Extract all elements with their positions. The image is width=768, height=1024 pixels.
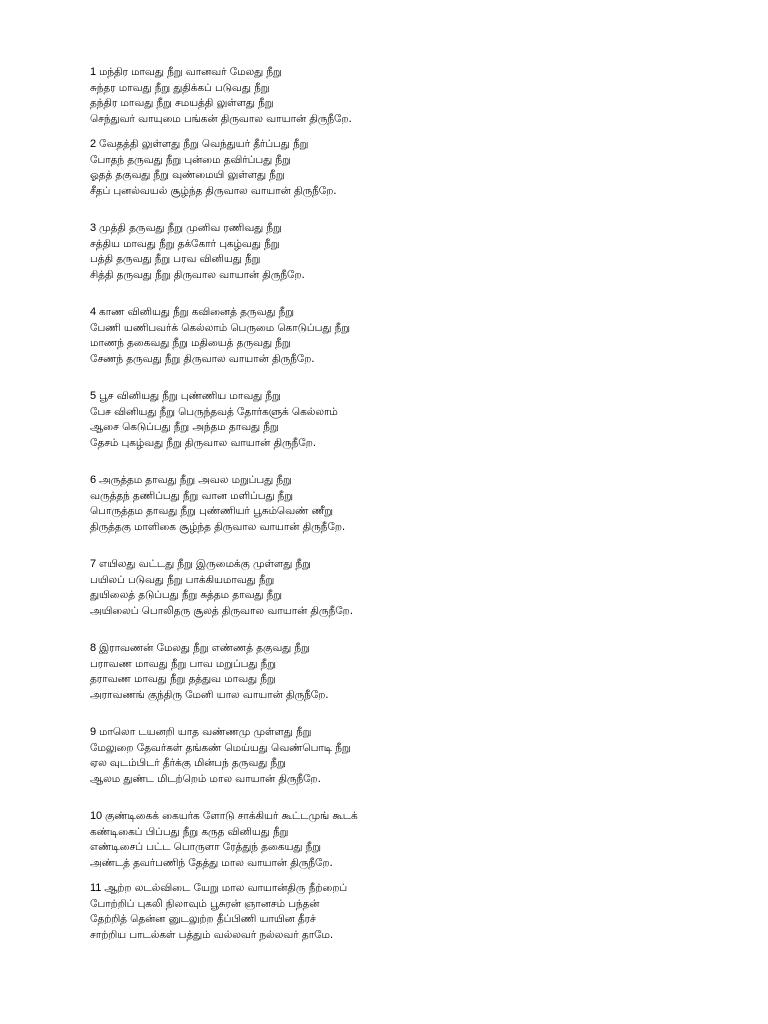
verse-line: மேலுறை தேவர்கள் தங்கண் மெய்யது வெண்பொடி நீறு <box>90 741 351 754</box>
verse-6 <box>90 473 750 535</box>
verse-line: 3 முத்தி தருவது நீறு முனிவ ரணிவது நீறு <box>90 222 282 234</box>
verse-line: பொருத்தம தாவது நீறு புண்ணியர் பூசும்வெண் ணீறு <box>90 505 333 517</box>
verse-8 <box>90 641 750 703</box>
verse-number: 6 <box>90 474 97 486</box>
verse-10 <box>90 809 750 871</box>
verse-line: தந்திர மாவது நீறு சமயத்தி லுள்ளது நீறு <box>90 97 274 109</box>
verse-11 <box>90 881 750 943</box>
verse-line: ஏல வுடம்பிடர் தீர்க்கு மின்பந் தருவது நீறு <box>90 757 286 769</box>
verse-line: பத்தி தருவது நீறு பரவ வினியது நீறு <box>90 253 261 265</box>
verse-line: 7 எயிலது வட்டது நீறு இருமைக்கு முள்ளது நீறு <box>90 558 311 570</box>
verse-line: போதந் தருவது நீறு புன்மை தவிர்ப்பது நீறு <box>90 153 291 166</box>
verse-line: அண்டத் தவர்பணிந் தேத்து மால வாயான் திருநீறே. <box>90 856 333 869</box>
verse-7 <box>90 557 750 619</box>
verse-line: தராவண மாவது நீறு தத்துவ மாவது நீறு <box>90 673 276 685</box>
verse-4 <box>90 305 750 367</box>
verse-line: தேற்றித் தென்ன னுடலுற்ற தீப்பிணி யாயின தீரச் <box>90 913 316 925</box>
verse-number: 7 <box>90 558 97 570</box>
verse-line: திருத்தகு மாளிகை சூழ்ந்த திருவால வாயான் திருநீறே. <box>90 520 346 533</box>
verse-number: 10 <box>90 810 103 822</box>
verse-line: எண்டிசைப் பட்ட பொருளா ரேத்துந் தகையது நீறு <box>90 841 321 853</box>
verse-number: 5 <box>90 390 97 402</box>
verse-line: 2 வேதத்தி லுள்ளது நீறு வெந்துயர் தீர்ப்பது நீறு <box>90 138 309 150</box>
verse-line: வருத்தந் தணிப்பது நீறு வான மளிப்பது நீறு <box>90 489 293 502</box>
verse-line: பேச வினியது நீறு பெருந்தவத் தோர்களுக் கெல்லாம் <box>90 405 338 418</box>
verse-line: 1 மந்திர மாவது நீறு வானவர் மேலது நீறு <box>90 66 282 78</box>
verse-line: சேணந் தருவது நீறு திருவால வாயான் திருநீறே. <box>90 352 315 365</box>
verse-line: துயிலைத் தடுப்பது நீறு சுத்தம தாவது நீறு <box>90 589 282 601</box>
verse-line: அராவணங் குந்திரு மேனி யால வாயான் திருநீறே. <box>90 688 329 701</box>
verse-line: சித்தி தருவது நீறு திருவால வாயான் திருநீறே. <box>90 268 305 281</box>
verse-line: ஓதத் தகுவது நீறு வுண்மையி லுள்ளது நீறு <box>90 169 285 181</box>
verse-line: 10 குண்டிகைக் கையர்க ளோடு சாக்கியர் கூட்டமுங் கூடக் <box>90 810 358 822</box>
verse-line: 9 மாலொ டயனறி யாத வண்ணமு முள்ளது நீறு <box>90 726 312 738</box>
verse-line: 11 ஆற்ற லடல்விடை யேறு மால வாயான்திரு நீற்றைப் <box>90 882 348 894</box>
verse-line: 4 காண வினியது நீறு கவினைத் தருவது நீறு <box>90 306 294 318</box>
verse-9 <box>90 725 750 787</box>
verse-line: ஆலம துண்ட மிடற்றெம் மால வாயான் திருநீறே. <box>90 772 321 785</box>
verse-line: 8 இராவணன் மேலது நீறு எண்ணத் தகுவது நீறு <box>90 642 310 654</box>
verse-number: 11 <box>90 882 102 894</box>
verse-line: பேணி யணிபவர்க் கெல்லாம் பெருமை கொடுப்பது நீறு <box>90 321 350 334</box>
verse-3 <box>90 221 750 283</box>
verse-line: சுந்தர மாவது நீறு துதிக்கப் படுவது நீறு <box>90 81 270 94</box>
verse-line: மாணந் தகைவது நீறு மதியைத் தருவது நீறு <box>90 337 291 349</box>
verse-line: பயிலப் படுவது நீறு பாக்கியமாவது நீறு <box>90 573 275 586</box>
verse-5 <box>90 389 750 451</box>
verse-number: 4 <box>90 306 97 318</box>
verse-line: சீதப் புனல்வயல் சூழ்ந்த திருவால வாயான் திருநீறே. <box>90 184 337 197</box>
verse-number: 9 <box>90 726 97 738</box>
verse-number: 8 <box>90 642 97 654</box>
verse-line: அயிலைப் பொலிதரு சூலத் திருவால வாயான் திருநீறே. <box>90 604 353 617</box>
verse-number: 2 <box>90 138 97 150</box>
verse-line: போற்றிப் புகலி நிலாவும் பூசுரன் ஞானசம் பந்தன் <box>90 897 320 910</box>
verse-line: தேசம் புகழ்வது நீறு திருவால வாயான் திருநீறே. <box>90 436 316 449</box>
verse-line: பராவண மாவது நீறு பாவ மறுப்பது நீறு <box>90 657 276 670</box>
verse-line: 5 பூச வினியது நீறு புண்ணிய மாவது நீறு <box>90 390 281 402</box>
verse-number: 1 <box>90 66 97 78</box>
verse-1 <box>90 65 750 127</box>
verse-2 <box>90 137 750 199</box>
verse-line: 6 அருத்தம தாவது நீறு அவல மறுப்பது நீறு <box>90 474 292 486</box>
verse-line: சாற்றிய பாடல்கள் பத்தும் வல்லவர் நல்லவர் தாமே. <box>90 928 334 941</box>
verse-line: செந்துவர் வாயுமை பங்கன் திருவால வாயான் திருநீறே. <box>90 112 352 125</box>
verse-number: 3 <box>90 222 97 234</box>
verse-line: சத்திய மாவது நீறு தக்கோர் புகழ்வது நீறு <box>90 237 280 250</box>
verse-line: கண்டிகைப் பிப்பது நீறு கருத வினியது நீறு <box>90 825 289 838</box>
verse-line: ஆசை கெடுப்பது நீறு அந்தம தாவது நீறு <box>90 421 279 433</box>
